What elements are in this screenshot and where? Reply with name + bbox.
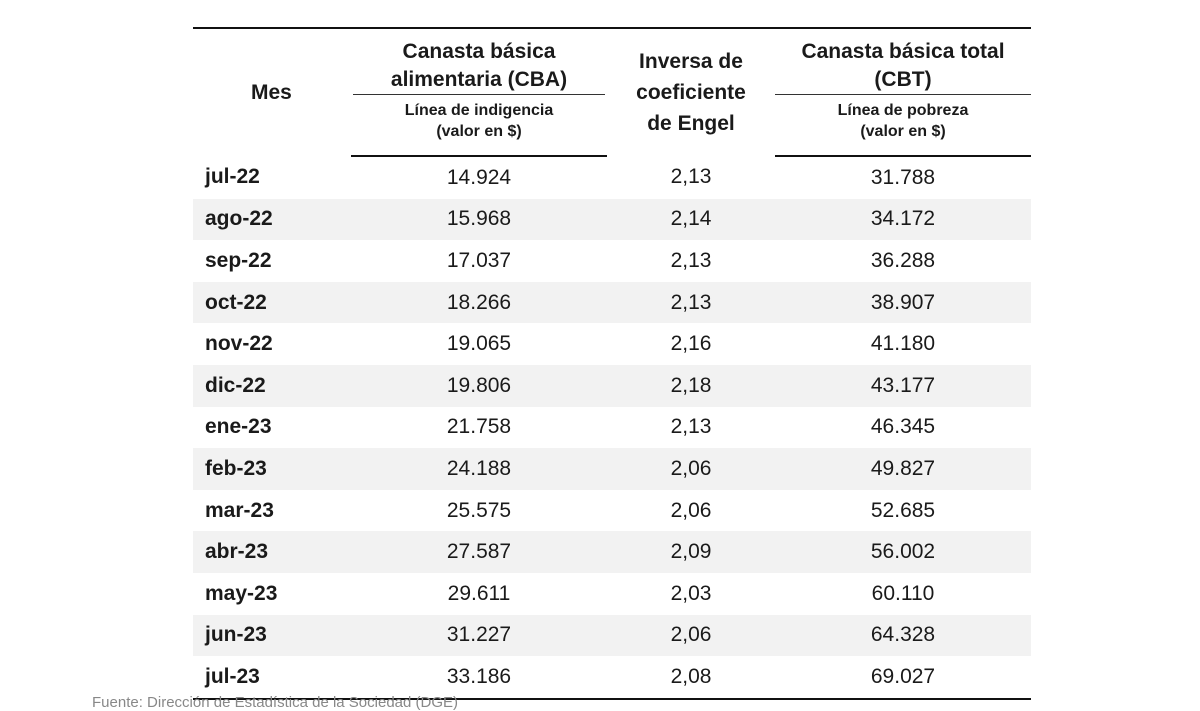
header-cbt-title [775,38,1031,95]
table-row [193,156,1031,199]
cell-cba: 24.188 [351,448,607,490]
cell-cba: 19.065 [446,332,512,356]
table-row [193,448,1031,490]
cell-cba: 33.186 [351,656,607,699]
cell-cbt: 69.027 [775,656,1031,699]
cell-engel: 2,08 [607,656,775,699]
cell-engel: 2,03 [670,581,712,605]
cell-mes: nov-22 [205,332,273,356]
cell-cbt: 31.788 [870,165,936,189]
header-cbt-line1: Canasta básica total [801,40,1005,63]
cell-cba: 19.806 [351,365,607,407]
header-cbt-line2: (CBT) [874,68,932,91]
cell-mes: ago-22 [193,199,351,241]
cell-mes: mar-23 [205,498,274,522]
header-cba-sub-line1: Línea de indigencia [404,102,554,119]
cell-engel: 2,18 [607,365,775,407]
table-row [193,323,1031,365]
cell-cbt: 43.177 [775,365,1031,407]
canasta-basica-table [193,27,1031,700]
cell-cbt: 46.345 [870,415,936,439]
table-row [193,615,1031,657]
cell-cbt: 52.685 [870,498,936,522]
table-row [193,282,1031,324]
header-engel-line1: Inversa de [639,50,743,73]
header-cba-line1: Canasta básica [402,40,556,63]
cell-engel: 2,14 [607,199,775,241]
cell-mes: feb-23 [193,448,351,490]
cell-cbt: 56.002 [775,531,1031,573]
cell-engel: 2,13 [670,248,712,272]
cell-engel: 2,09 [607,531,775,573]
header-engel [607,28,775,156]
cell-cbt: 34.172 [775,199,1031,241]
cell-cba: 31.227 [351,615,607,657]
header-cba-sub [351,97,607,156]
table-row [193,365,1031,407]
header-cbt-sub-line2: (valor en $) [860,123,946,140]
cell-cba: 29.611 [447,581,511,605]
cell-mes: jul-22 [205,165,260,189]
header-cba [351,28,607,97]
cell-cba: 15.968 [351,199,607,241]
table-header [193,28,1031,156]
table-row [193,240,1031,282]
header-cbt-sub-line1: Línea de pobreza [837,102,969,119]
cell-engel: 2,16 [670,332,712,356]
table-row [193,199,1031,241]
cell-mes: sep-22 [205,248,272,272]
cell-mes: jun-23 [193,615,351,657]
cell-engel: 2,06 [670,498,712,522]
cell-mes: jul-23 [193,656,351,699]
header-cba-line2: alimentaria (CBA) [390,68,568,91]
table-row [193,656,1031,699]
source-note: Fuente: Dirección de Estadística de la Sociedad (DGE) [92,694,459,711]
cell-engel: 2,13 [607,282,775,324]
cell-engel: 2,06 [607,448,775,490]
header-cba-title [353,38,605,95]
cell-cba: 14.924 [446,165,512,189]
table-row [193,531,1031,573]
cell-cba: 27.587 [351,531,607,573]
header-cbt-sub [775,97,1031,156]
table-row [193,490,1031,532]
cell-engel: 2,06 [607,615,775,657]
header-mes: Mes [193,28,351,156]
cell-cbt: 60.110 [871,581,935,605]
cell-mes: oct-22 [193,282,351,324]
cell-cbt: 64.328 [775,615,1031,657]
cell-cbt: 41.180 [870,332,936,356]
cell-mes: ene-23 [205,415,272,439]
canasta-basica-table-container [193,27,1031,700]
table-row [193,407,1031,449]
cell-engel: 2,13 [670,415,712,439]
header-cbt [775,28,1031,97]
cell-cbt: 36.288 [870,248,936,272]
cell-cba: 25.575 [446,498,512,522]
cell-mes: may-23 [205,581,278,605]
cell-mes: abr-23 [193,531,351,573]
cell-cbt: 49.827 [775,448,1031,490]
cell-cbt: 38.907 [775,282,1031,324]
cell-cba: 21.758 [446,415,512,439]
cell-mes: dic-22 [193,365,351,407]
header-engel-line3: de Engel [647,112,735,135]
cell-cba: 17.037 [446,248,512,272]
table-row [193,573,1031,615]
table-body [193,156,1031,699]
cell-cba: 18.266 [351,282,607,324]
header-engel-line2: coeficiente [636,81,746,104]
header-cba-sub-line2: (valor en $) [436,123,522,140]
cell-engel: 2,13 [670,165,712,189]
